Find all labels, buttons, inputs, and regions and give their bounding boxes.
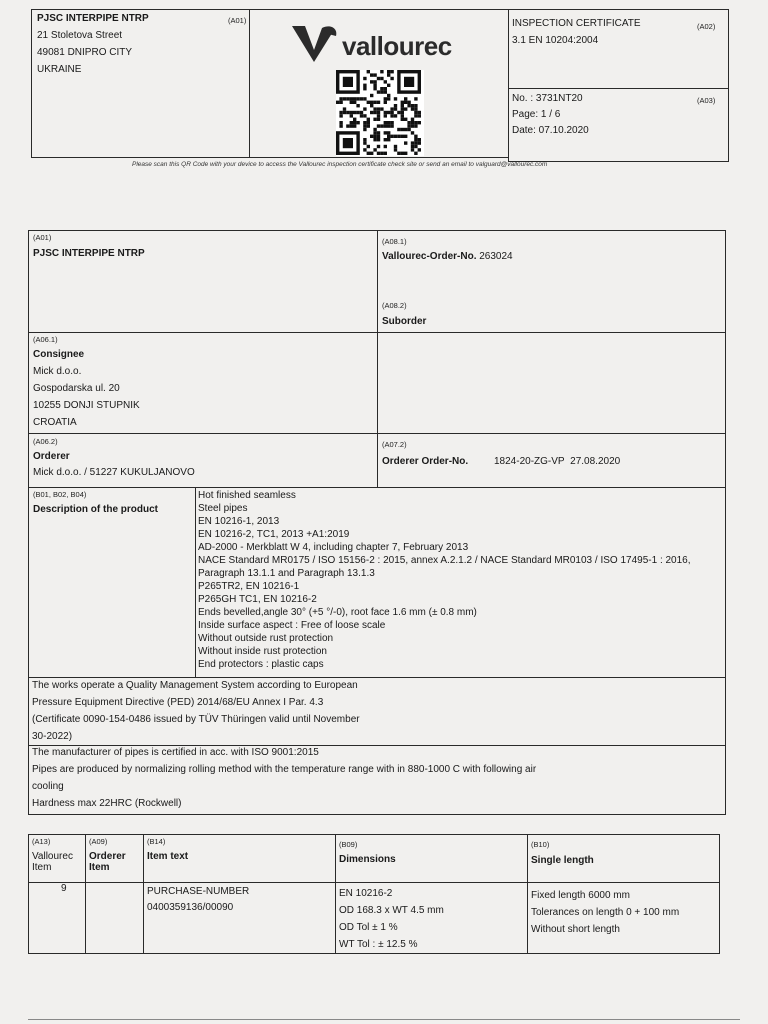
row-dimensions: EN 10216-2 OD 168.3 x WT 4.5 mm OD Tol ± 1 % WT Tol : ± 12.5 %	[339, 888, 444, 950]
product-line: Hot finished seamless	[198, 490, 296, 501]
issuer-street: 21 Stoletova Street	[37, 30, 123, 41]
product-line: EN 10216-1, 2013	[198, 516, 280, 527]
certificate-no-code: (A03)	[697, 96, 716, 105]
row-item-text: PURCHASE-NUMBER 0400359136/00090	[147, 886, 250, 913]
orderer-order-value	[494, 456, 620, 467]
qr-note: Please scan this QR Code with your device to access the Vallourec inspection certificate check site or send an email to valguard@vallourec.com	[132, 161, 548, 168]
suborder-label: Suborder	[382, 316, 427, 327]
product-line: NACE Standard MR0175 / ISO 15156-2 : 2015, annex A.2.1.2 / NACE Standard MR0103 / ISO 17495-1 : 2016,	[198, 555, 691, 566]
qr-code[interactable]	[336, 70, 424, 156]
header-right-box	[508, 9, 729, 162]
manufacturer-line: Hardness max 22HRC (Rockwell)	[32, 798, 182, 809]
suborder-code: (A08.2)	[382, 301, 407, 310]
product-line: P265TR2, EN 10216-1	[198, 581, 300, 592]
certificate-no	[512, 93, 583, 104]
consignee-line1: Mick d.o.o.	[33, 366, 82, 377]
certificate-standard: 3.1 EN 10204:2004	[512, 35, 599, 46]
product-line: AD-2000 - Merkblatt W 4, including chapter 7, February 2013	[198, 542, 469, 553]
issuer-code: (A01)	[228, 16, 247, 25]
product-line: Inside surface aspect : Free of loose scale	[198, 620, 386, 631]
purchaser-code: (A01)	[33, 233, 52, 242]
consignee-label: Consignee	[33, 349, 85, 360]
consignee-code: (A06.1)	[33, 335, 58, 344]
orderer-label: Orderer	[33, 451, 70, 462]
consignee-line4: CROATIA	[33, 417, 77, 428]
vallourec-logo	[292, 24, 452, 69]
certificate-title: INSPECTION CERTIFICATE	[512, 18, 641, 29]
header-vallourec-item: (A13) Vallourec Item	[32, 837, 73, 873]
product-line: Without inside rust protection	[198, 646, 327, 657]
qms-line: (Certificate 0090-154-0486 issued by TÜV Thüringen valid until November	[32, 714, 360, 725]
consignee-line3: 10255 DONJI STUPNIK	[33, 400, 140, 411]
row-item: 9	[61, 883, 67, 894]
order-label: Vallourec-Order-No.	[382, 251, 477, 262]
product-lines	[198, 489, 691, 671]
certificate-no-label: No. :	[512, 93, 534, 104]
row-single-length: Fixed length 6000 mm Tolerances on length 0 + 100 mm Without short length	[531, 890, 680, 935]
product-line: End protectors : plastic caps	[198, 659, 324, 670]
vallourec-v-mark-icon	[292, 24, 338, 69]
qms-line: 30-2022)	[32, 731, 73, 742]
orderer-code: (A06.2)	[33, 437, 58, 446]
manufacturer-line: Pipes are produced by normalizing rolling method with the temperature range with in 880-1000 C with following air	[32, 764, 537, 775]
product-line: Ends bevelled,angle 30° (+5 °/-0), root face 1.6 mm (± 0.8 mm)	[198, 607, 477, 618]
product-line: Without outside rust protection	[198, 633, 334, 644]
product-code: (B01, B02, B04)	[33, 490, 87, 499]
certificate-date: Date: 07.10.2020	[512, 125, 589, 136]
logo-text: vallourec	[342, 31, 452, 61]
orderer-order-number: 1824-20-ZG-VP	[494, 456, 565, 467]
manufacturer-lines	[32, 744, 536, 812]
purchaser-name: PJSC INTERPIPE NTRP	[33, 248, 145, 259]
order-value: 263024	[479, 251, 513, 262]
manufacturer-line: The manufacturer of pipes is certified in acc. with ISO 9001:2015	[32, 747, 319, 758]
header-dimensions: (B09) Dimensions	[339, 840, 396, 865]
orderer-order-label: Orderer Order-No.	[382, 456, 469, 467]
orderer-order-date: 27.08.2020	[570, 456, 621, 467]
issuer-city: 49081 DNIPRO CITY	[37, 47, 133, 58]
orderer-order-code: (A07.2)	[382, 440, 407, 449]
header-single-length: (B10) Single length	[531, 840, 594, 866]
product-line: EN 10216-2, TC1, 2013 +A1:2019	[198, 529, 350, 540]
order-code: (A08.1)	[382, 237, 407, 246]
issuer-name: PJSC INTERPIPE NTRP	[37, 13, 149, 24]
header-orderer-item: (A09) Orderer Item	[89, 837, 126, 873]
product-line: P265GH TC1, EN 10216-2	[198, 594, 317, 605]
certificate-page: Page: 1 / 6	[512, 109, 561, 120]
header-item-text: (B14) Item text	[147, 837, 189, 862]
manufacturer-line: cooling	[32, 781, 64, 792]
orderer-value: Mick d.o.o. / 51227 KUKULJANOVO	[33, 467, 195, 478]
order-line	[382, 251, 513, 262]
qms-lines	[32, 677, 360, 745]
certificate-no-value: 3731NT20	[535, 93, 583, 104]
certificate-code: (A02)	[697, 22, 716, 31]
issuer-country: UKRAINE	[37, 64, 82, 75]
product-line: Paragraph 13.1.1 and Paragraph 13.1.3	[198, 568, 375, 579]
consignee-line2: Gospodarska ul. 20	[33, 383, 120, 394]
qms-line: The works operate a Quality Management System according to European	[32, 680, 358, 691]
product-label: Description of the product	[33, 504, 158, 515]
qms-line: Pressure Equipment Directive (PED) 2014/68/EU Annex I Par. 4.3	[32, 697, 324, 708]
product-line: Steel pipes	[198, 503, 248, 514]
